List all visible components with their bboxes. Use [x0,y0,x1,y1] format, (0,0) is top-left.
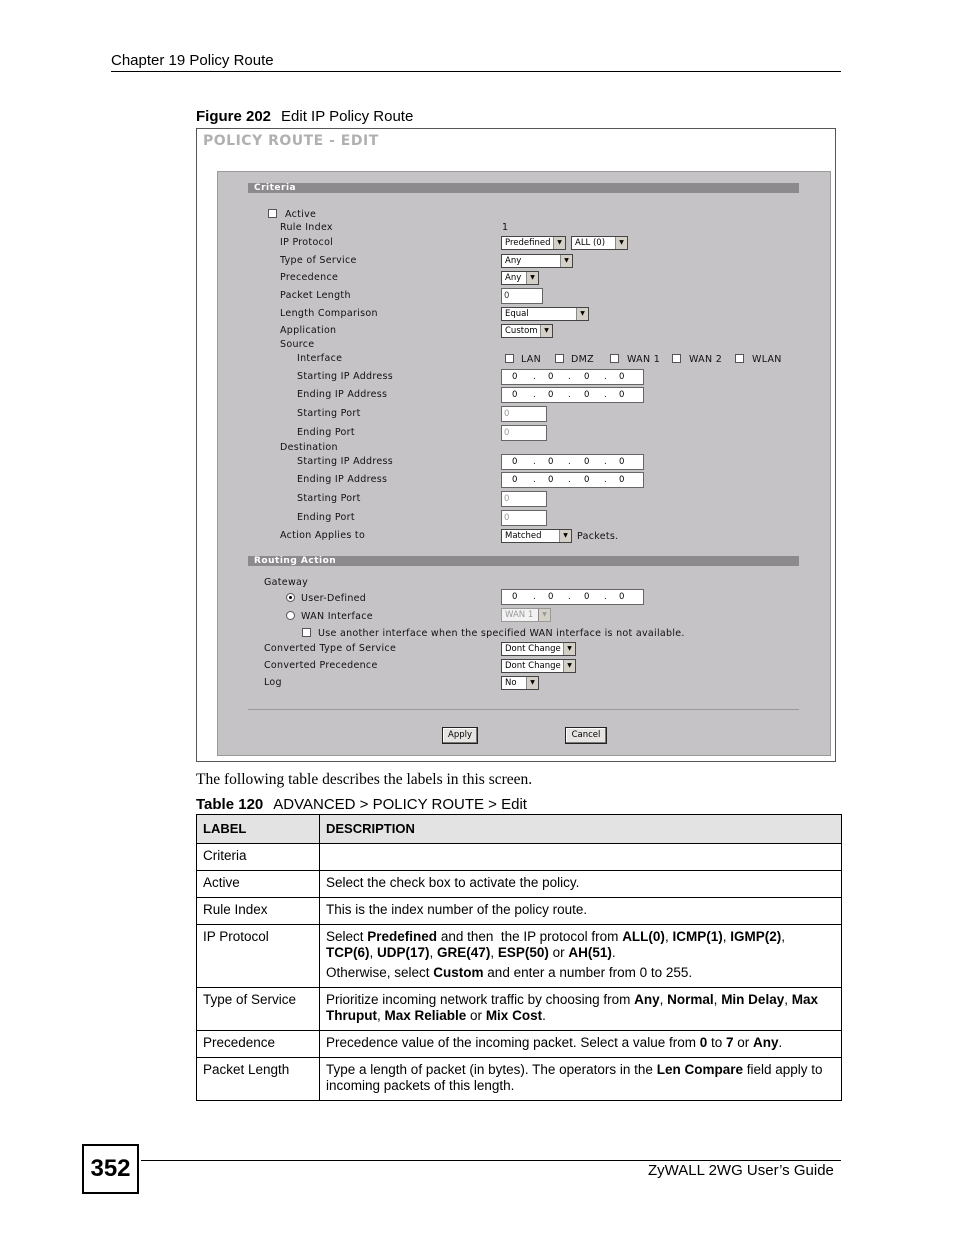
dest-starting-port-label: Starting Port [297,493,361,504]
log-value: No [505,678,517,688]
table-row [197,898,842,925]
source-ending-ip-input[interactable]: 0 . 0 . 0 . 0 [501,387,644,403]
source-label: Source [280,339,315,350]
tos-value: Any [505,256,522,266]
interface-dmz-label: DMZ [571,354,594,365]
ip-octet: 0 [512,592,518,602]
row-description: Select Predefined and then the IP protocol from ALL(0), ICMP(1), IGMP(2), TCP(6), UDP(17), GRE(47), ESP(50) or AH(51). Otherwise, select Custom and enter a number from 0 to 255. [320,925,842,988]
source-ending-port-label: Ending Port [297,427,355,438]
figure-title: Edit IP Policy Route [281,108,414,125]
row-label: Rule Index [197,898,320,925]
page-number: 352 [82,1144,139,1194]
converted-tos-select[interactable] [501,642,576,656]
ip-octet: 0 [584,475,590,485]
chevron-down-icon: ▼ [560,255,572,267]
interface-wlan-label: WLAN [752,354,782,365]
ip-protocol-mode-value: Predefined [505,238,551,248]
ip-octet: 0 [584,592,590,602]
tos-select[interactable] [501,254,573,268]
chevron-down-icon: ▼ [526,272,538,284]
ip-octet: 0 [619,592,625,602]
ip-octet: 0 [619,475,625,485]
wan-interface-radio[interactable] [286,611,295,620]
dest-ending-ip-input[interactable]: 0 . 0 . 0 . 0 [501,472,644,488]
converted-precedence-label: Converted Precedence [264,660,378,671]
precedence-label: Precedence [280,272,339,283]
table-row [197,844,842,871]
gateway-label: Gateway [264,577,309,588]
interface-lan-checkbox[interactable] [505,354,514,363]
ip-protocol-select[interactable] [571,236,628,250]
label-description-table [196,814,842,1101]
dest-starting-ip-input[interactable]: 0 . 0 . 0 . 0 [501,454,644,470]
ip-octet: 0 [512,372,518,382]
source-ending-port-input[interactable]: 0 [501,425,547,441]
chevron-down-icon: ▼ [553,237,565,249]
converted-precedence-value: Dont Change [505,661,561,671]
ip-octet: 0 [584,457,590,467]
chevron-down-icon: ▼ [563,643,575,655]
screen-title: POLICY ROUTE - EDIT [203,133,379,149]
form-divider [248,709,799,710]
precedence-select[interactable] [501,271,539,285]
ip-octet: 0 [548,457,554,467]
intro-paragraph: The following table describes the labels in this screen. [196,771,533,788]
converted-tos-label: Converted Type of Service [264,643,397,654]
length-comparison-select[interactable] [501,307,589,321]
ip-protocol-label: IP Protocol [280,237,334,248]
chevron-down-icon: ▼ [538,609,550,621]
ip-octet: 0 [512,457,518,467]
dest-starting-port-input[interactable]: 0 [501,491,547,507]
rule-index-value: 1 [502,222,509,233]
guide-title: ZyWALL 2WG User’s Guide [648,1162,834,1179]
row-label: Precedence [197,1031,320,1058]
interface-wlan-checkbox[interactable] [735,354,744,363]
criteria-section-bar: Criteria [248,183,799,193]
user-defined-label: User-Defined [301,593,367,604]
dest-starting-ip-label: Starting IP Address [297,456,394,467]
fallback-checkbox[interactable] [302,628,311,637]
interface-wan2-checkbox[interactable] [672,354,681,363]
source-starting-port-input[interactable]: 0 [501,406,547,422]
cancel-button[interactable]: Cancel [565,727,607,744]
length-comparison-value: Equal [505,309,529,319]
ip-octet: 0 [512,390,518,400]
interface-lan-label: LAN [521,354,542,365]
dest-ending-port-input[interactable]: 0 [501,510,547,526]
row-label: IP Protocol [197,925,320,988]
ip-octet: 0 [548,390,554,400]
ip-octet: 0 [548,372,554,382]
row-description [320,844,842,871]
ip-protocol-mode-select[interactable] [501,236,566,250]
gateway-ip-input[interactable]: 0 . 0 . 0 . 0 [501,589,644,605]
packet-length-label: Packet Length [280,290,351,301]
row-label: Type of Service [197,988,320,1031]
table-row [197,871,842,898]
label-column-header: LABEL [197,815,320,844]
table-title: ADVANCED > POLICY ROUTE > Edit [273,796,527,813]
action-applies-label: Action Applies to [280,530,366,541]
user-defined-radio[interactable] [286,593,295,602]
ip-octet: 0 [619,372,625,382]
row-label: Packet Length [197,1058,320,1101]
figure-caption [196,108,413,125]
table-number: Table 120 [196,796,264,813]
source-ending-ip-label: Ending IP Address [297,389,388,400]
log-select[interactable] [501,676,539,690]
ip-octet: 0 [584,390,590,400]
ip-octet: 0 [548,475,554,485]
active-label: Active [285,209,317,220]
converted-tos-value: Dont Change [505,644,561,654]
ip-octet: 0 [619,390,625,400]
converted-precedence-select[interactable] [501,659,576,673]
dest-ending-ip-label: Ending IP Address [297,474,388,485]
source-starting-port-label: Starting Port [297,408,361,419]
interface-wan1-checkbox[interactable] [610,354,619,363]
interface-dmz-checkbox[interactable] [555,354,564,363]
table-row [197,1058,842,1101]
row-description: This is the index number of the policy route. [320,898,842,925]
table-row [197,925,842,988]
table-caption [196,796,527,813]
destination-label: Destination [280,442,338,453]
application-label: Application [280,325,337,336]
ip-octet: 0 [619,457,625,467]
application-value: Custom [505,326,538,336]
apply-button[interactable]: Apply [442,727,478,744]
chapter-header: Chapter 19 Policy Route [111,52,274,69]
source-starting-ip-label: Starting IP Address [297,371,394,382]
figure-number: Figure 202 [196,108,272,125]
chevron-down-icon: ▼ [540,325,552,337]
ip-octet: 0 [548,592,554,602]
routing-action-section-bar: Routing Action [248,556,799,566]
interface-wan2-label: WAN 2 [689,354,723,365]
row-label: Criteria [197,844,320,871]
chevron-down-icon: ▼ [563,660,575,672]
header-rule [111,71,841,72]
log-label: Log [264,677,282,688]
packets-label: Packets. [577,531,619,542]
row-description: Prioritize incoming network traffic by choosing from Any, Normal, Min Delay, Max Thruput, Max Reliable or Mix Cost. [320,988,842,1031]
interface-wan1-label: WAN 1 [627,354,661,365]
table-row [197,1031,842,1058]
chevron-down-icon: ▼ [526,677,538,689]
ip-octet: 0 [512,475,518,485]
ip-octet: 0 [584,372,590,382]
source-interface-label: Interface [297,353,343,364]
row-label: Active [197,871,320,898]
application-select[interactable] [501,324,553,338]
description-column-header: DESCRIPTION [320,815,842,844]
chevron-down-icon: ▼ [615,237,627,249]
chevron-down-icon: ▼ [559,530,571,542]
row-description: Select the check box to activate the policy. [320,871,842,898]
wan-interface-label: WAN Interface [301,611,373,622]
source-starting-ip-input[interactable]: 0 . 0 . 0 . 0 [501,369,644,385]
action-applies-value: Matched [505,531,542,541]
active-checkbox[interactable] [268,209,277,218]
wan-interface-value: WAN 1 [505,610,534,620]
packet-length-input[interactable]: 0 [501,288,543,304]
action-applies-select[interactable] [501,529,572,543]
wan-interface-select[interactable] [501,608,551,622]
footer-rule [141,1160,841,1161]
tos-label: Type of Service [280,255,357,266]
table-header-row [197,815,842,844]
rule-index-label: Rule Index [280,222,333,233]
row-description: Precedence value of the incoming packet. Select a value from 0 to 7 or Any. [320,1031,842,1058]
fallback-label: Use another interface when the specified WAN interface is not available. [318,628,685,639]
table-row [197,988,842,1031]
precedence-value: Any [505,273,522,283]
length-comparison-label: Length Comparison [280,308,378,319]
ip-protocol-value: ALL (0) [575,238,606,248]
dest-ending-port-label: Ending Port [297,512,355,523]
chevron-down-icon: ▼ [576,308,588,320]
row-description: Type a length of packet (in bytes). The operators in the Len Compare field apply to incoming packets of this length. [320,1058,842,1101]
